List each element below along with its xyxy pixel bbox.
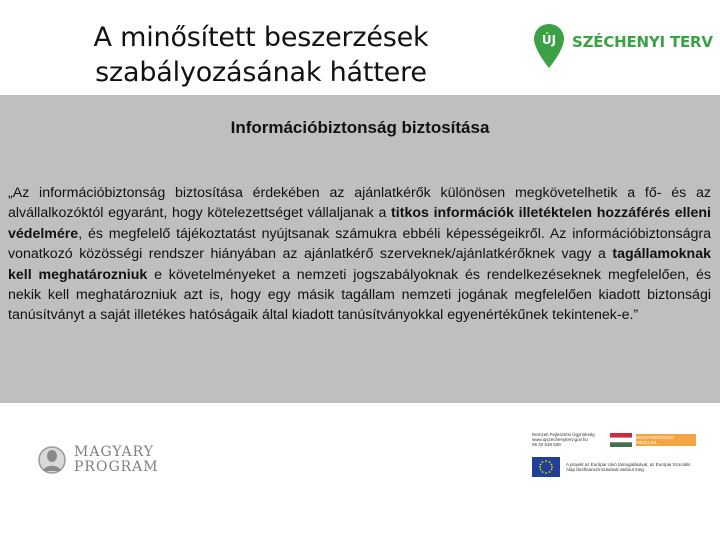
logo-prefix: ÚJ (541, 33, 557, 47)
badge (636, 434, 696, 446)
quote-text-2: , és megfelelő tájékoztatást nyújtsanak számukra ebbéli képességeikről. Az információbiztonságra vonatkozó közösségi rendszer hiányában az ajánlatkérő szerveknek/ajánlatkérőknek vagy a (8, 225, 711, 263)
eu-flag-icon (532, 457, 560, 477)
section-subtitle: Információbiztonság biztosítása (230, 118, 490, 137)
title-line-1: A minősített beszerzések (93, 22, 429, 53)
badge-text: MAGYARORSZÁG MEGÚJUL (636, 434, 675, 445)
portrait-medallion-icon (38, 440, 66, 480)
agency-line-2: www.ujszechenyiterv.gov.hu (532, 437, 588, 442)
quote-bold-2: tagállamoknak kell meghatározniuk (8, 246, 711, 283)
magyary-line-1: MAGYARY (74, 444, 155, 460)
location-pin-icon (532, 22, 566, 70)
magyary-program-logo (38, 440, 159, 480)
quote-paragraph (8, 183, 711, 326)
quote-text-3: e követelményeket a nemzeti jogszabályoknak és rendelkezéseknek megfelelően, és nekik kell meghatározniuk azt is, hogy egy másik tagállam nemzeti jogának megfelelően kiadott biztonsági tanúsítványt a saját illetékes hatóságaik által kiadott tanúsítványokkal egyenértékűnek tekintenek-e.” (8, 266, 711, 324)
quote-bold-1: titkos információk illetéktelen hozzáférés elleni védelmére (8, 205, 711, 242)
eu-row (532, 457, 702, 477)
eu-funding-text: A projekt az Európai Unió támogatásával, az Európai Szociális Alap társfinanszírozásával valósul meg. (566, 462, 691, 472)
hungarian-flag-icon (610, 433, 632, 447)
szechenyi-terv-logo (532, 22, 713, 74)
logo-text: SZÉCHENYI TERV (572, 33, 713, 51)
agency-row (532, 432, 702, 447)
magyary-line-2: PROGRAM (74, 459, 159, 475)
content-panel (0, 95, 720, 403)
agency-text (532, 432, 604, 447)
funding-logos (532, 432, 702, 482)
agency-line-1: Nemzeti Fejlesztési Ügynökség (532, 432, 595, 437)
page-title (80, 20, 442, 90)
quote-text-1: „Az információbiztonság biztosítása érdekében az ajánlatkérők különösen megkövetelhetik a fő- és az alvállalkozóktól egyaránt, hogy kötelezettséget vállaljanak a (8, 185, 711, 222)
agency-line-3: 06 40 638 638 (532, 442, 561, 447)
title-line-2: szabályozásának háttere (95, 57, 427, 88)
